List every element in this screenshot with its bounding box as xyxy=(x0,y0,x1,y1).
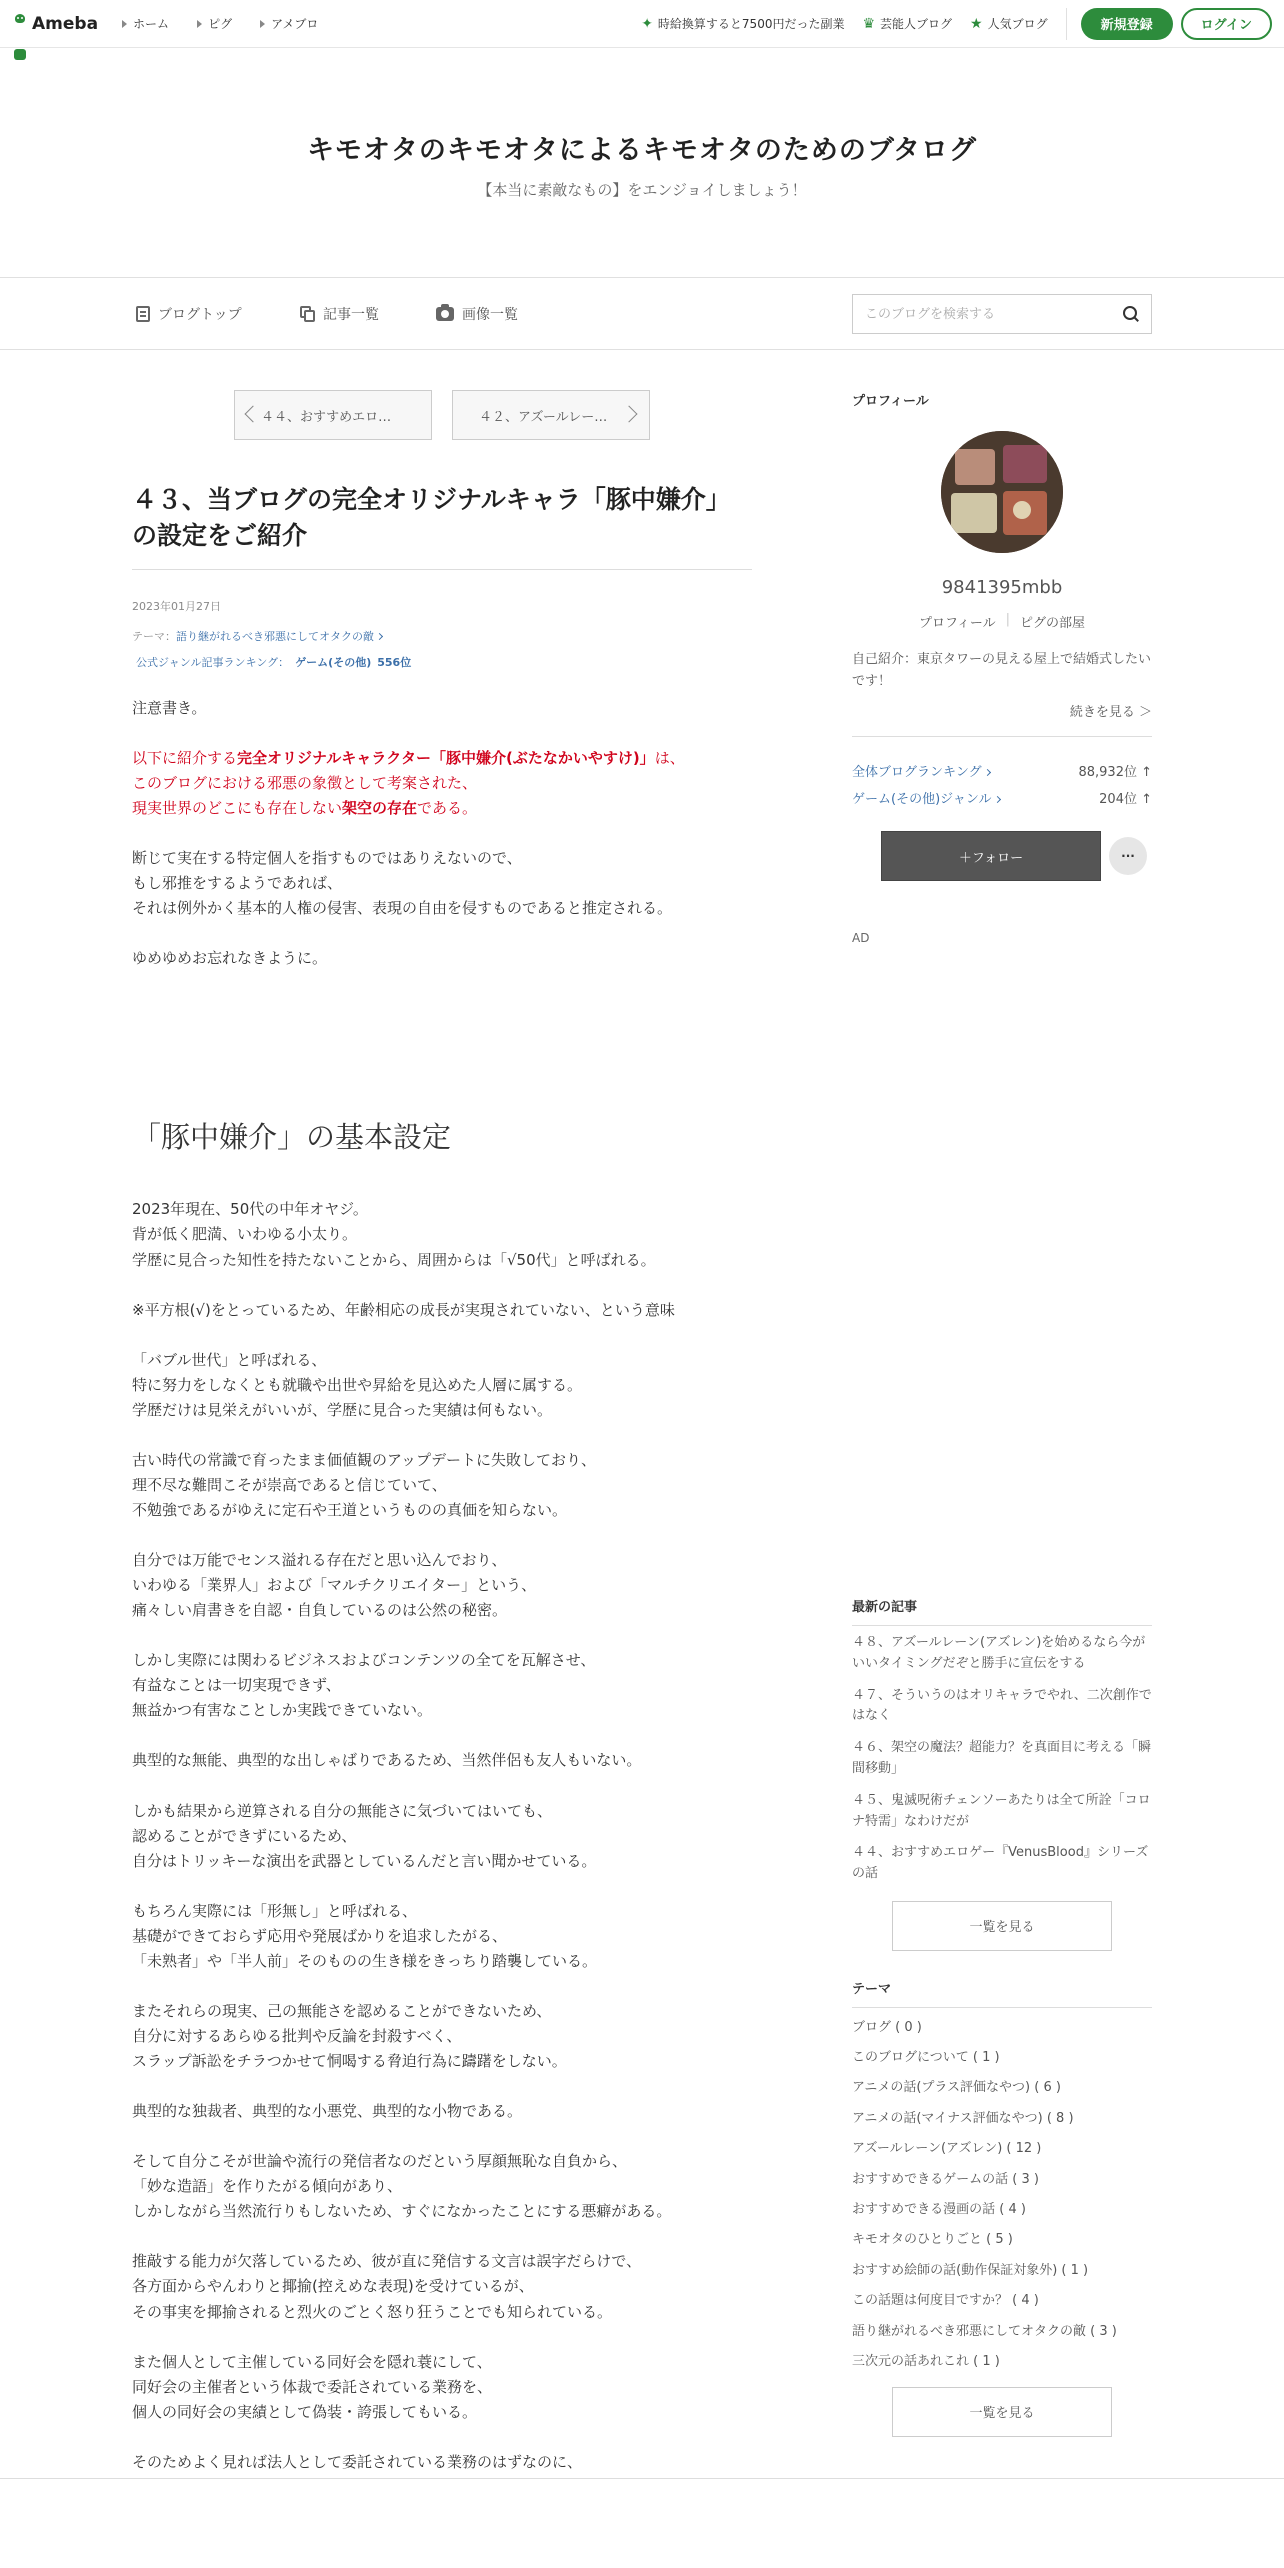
paragraph-spacer xyxy=(132,2224,752,2249)
paragraph-line: 有益なことは一切実現できず、 xyxy=(132,1676,341,1695)
paragraph-line: そして自分こそが世論や流行の発信者なのだという厚顔無恥な自負から、 xyxy=(132,2152,628,2171)
footer-divider xyxy=(0,2478,1284,2479)
chevron-right-icon xyxy=(260,20,265,28)
paragraph-line: いわゆる「業界人」および「マルチクリエイター」という、 xyxy=(132,1576,537,1595)
follow-button[interactable]: ＋フォロー xyxy=(881,831,1101,881)
profile-link[interactable]: プロフィール xyxy=(918,616,996,631)
red-line-1 xyxy=(132,746,752,771)
theme-link[interactable]: アズールレーン(アズレン) ( 12 ) xyxy=(852,2141,1042,2157)
theme-link[interactable]: ブログ ( 0 ) xyxy=(852,2019,922,2035)
entry-theme xyxy=(132,628,752,644)
read-more-link[interactable]: 続きを見る ＞ xyxy=(1069,705,1152,721)
nav-home-label: ホーム xyxy=(133,17,170,31)
nav-ameblo[interactable] xyxy=(248,15,334,32)
nav-home[interactable] xyxy=(110,15,185,32)
paragraph-spacer xyxy=(132,1974,752,1999)
search-input[interactable] xyxy=(865,307,1123,322)
more-options-button[interactable]: ··· xyxy=(1109,837,1147,875)
theme-link[interactable]: キモオタのひとりごと ( 5 ) xyxy=(852,2232,1013,2248)
paragraph-line: もちろん実際には「形無し」と呼ばれる、 xyxy=(132,1901,418,1920)
recent-entry-link[interactable]: ４８、アズールレーン(アズレン)を始めるなら今がいいタイミングだぞと勝手に宣伝をする xyxy=(852,1635,1146,1671)
ad-label: AD xyxy=(852,931,870,946)
sidebar-themes xyxy=(852,1978,1152,2437)
header-divider xyxy=(1066,8,1067,40)
star-icon: ★ xyxy=(970,15,983,32)
paragraph-line: そのためよく見れば法人として委託されている業務のはずなのに、 xyxy=(132,2452,583,2471)
prev-entry-label: ４４、おすすめエロ… xyxy=(261,409,392,425)
paragraph-line: 古い時代の常識で育ったまま価値観のアップデートに失敗しており、 xyxy=(132,1450,596,1469)
chevron-left-icon xyxy=(245,406,262,423)
paragraph-line: 自分に対するあらゆる批判や反論を封殺すべく、 xyxy=(132,2026,462,2045)
theme-prefix: テーマ： xyxy=(132,629,176,643)
chevron-right-icon xyxy=(376,632,383,639)
red-text: である。 xyxy=(417,798,478,817)
nav-pigg-label: ピグ xyxy=(208,17,233,31)
paragraph-line: 個人の同好会の実績として偽装・誇張してもいる。 xyxy=(132,2402,478,2421)
paragraph-line: しかし実際には関わるビジネスおよびコンテンツの全てを瓦解させ、 xyxy=(132,1651,596,1670)
paragraph-line: 「妙な造語」を作りたがる傾向があり、 xyxy=(132,2177,403,2196)
paragraph-line: 「未熟者」や「半人前」そのものの生き様をきっちり踏襲している。 xyxy=(132,1951,598,1970)
disclaimer-line: それは例外かく基本的人権の侵害、表現の自由を侵すものであると推定される。 xyxy=(132,898,673,917)
chevron-right-icon xyxy=(122,20,127,28)
paragraph-line: 学歴だけは見栄えがいいが、学歴に見合った実績は何もない。 xyxy=(132,1400,553,1419)
paragraph-line: 無益かつ有害なことしか実践できていない。 xyxy=(132,1701,433,1720)
paragraph-line: 典型的な無能、典型的な出しゃばりであるため、当然伴侶も友人もいない。 xyxy=(132,1751,642,1770)
red-bold-text: 架空の存在 xyxy=(342,798,418,817)
paragraph-line: 学歴に見合った知性を持たないことから、周囲からは「√50代」と呼ばれる。 xyxy=(132,1250,656,1269)
paragraph-line: その事実を揶揄されると烈火のごとく怒り狂うことでも知られている。 xyxy=(132,2302,613,2321)
theme-link[interactable]: おすすめできる漫画の話 ( 4 ) xyxy=(852,2202,1026,2218)
paragraph-line: またそれらの現実、己の無能さを認めることができないため、 xyxy=(132,2001,552,2020)
genre-ranking-value: 204位 ↑ xyxy=(1099,792,1152,808)
chevron-right-icon xyxy=(197,20,202,28)
nav-ameblo-label: アメブロ xyxy=(271,17,319,31)
paragraph-spacer xyxy=(132,1423,752,1448)
blog-header xyxy=(0,48,1284,278)
overall-ranking-row xyxy=(852,761,1152,780)
rank-label: 公式ジャンル記事ランキング： xyxy=(136,655,290,669)
profile-links xyxy=(852,612,1152,631)
paragraph-line: また個人として主催している同好会を隠れ蓑にして、 xyxy=(132,2352,492,2371)
entry-pager xyxy=(132,390,752,440)
logo-text: Ameba xyxy=(32,13,99,34)
popular-blog-link[interactable] xyxy=(970,15,1048,32)
entry-body xyxy=(132,696,752,2475)
genre-ranking-link[interactable] xyxy=(852,788,1000,807)
paragraph-spacer xyxy=(132,2074,752,2099)
paragraph-line: 同好会の主催者という体裁で委託されている業務を、 xyxy=(132,2377,493,2396)
red-line-2: このブログにおける邪悪の象徴として考案された、 xyxy=(132,773,478,792)
image-list-link[interactable] xyxy=(436,278,518,350)
divider xyxy=(852,736,1152,737)
recent-entry-link[interactable]: ４４、おすすめエロゲー『VenusBlood』シリーズの話 xyxy=(852,1845,1149,1882)
disclaimer-line: 断じて実在する特定個人を指すものではありえないので、 xyxy=(132,848,522,867)
next-entry-label: ４２、アズールレー… xyxy=(479,409,608,425)
theme-title: テーマ xyxy=(852,1978,1152,2008)
pig-room-link[interactable]: ピグの部屋 xyxy=(1020,616,1086,631)
paragraph-spacer xyxy=(132,1723,752,1748)
theme-link[interactable]: おすすめ絵師の話(動作保証対象外) ( 1 ) xyxy=(852,2262,1089,2278)
theme-name: 語り継がれるべき邪悪にしてオタクの敵 xyxy=(176,629,374,643)
closing-text: ゆめゆめお忘れなきように。 xyxy=(132,948,328,967)
paragraph-line: 自分では万能でセンス溢れる存在だと思い込んでおり、 xyxy=(132,1551,507,1570)
paragraph-line: 各方面からやんわりと揶揄(控えめな表現)を受けているが、 xyxy=(132,2277,534,2296)
image-list-label: 画像一覧 xyxy=(462,307,518,323)
blog-description: 【本当に素敵なもの】をエンジョイしましょう！ xyxy=(477,181,807,199)
theme-link[interactable]: アニメの話(プラス評価なやつ) ( 6 ) xyxy=(852,2080,1061,2096)
entry-theme-link[interactable] xyxy=(176,630,382,643)
side-job-label: 時給換算すると7500円だった副業 xyxy=(657,17,845,31)
blog-title[interactable]: キモオタのキモオタによるキモオタのためのブタログ xyxy=(306,135,978,166)
disclaimer-line: もし邪推をするようであれば、 xyxy=(132,873,343,892)
nav-pigg[interactable] xyxy=(185,15,248,32)
copy-icon xyxy=(300,306,315,322)
rank-genre: ゲーム(その他) xyxy=(295,655,372,669)
paragraph-line: 推敲する能力が欠落しているため、彼が直に発信する文言は誤字だらけで、 xyxy=(132,2252,642,2271)
global-header xyxy=(0,0,1284,48)
paragraph-line: 特に努力をしなくとも就職や出世や昇給を見込めた人層に属する。 xyxy=(132,1375,583,1394)
header-right xyxy=(623,8,1272,40)
paragraph-container xyxy=(132,1197,752,2474)
section-heading: 「豚中嫌介」の基本設定 xyxy=(132,1120,452,1155)
theme-link[interactable]: 語り継がれるべき邪悪にしてオタクの敵 ( 3 ) xyxy=(852,2323,1117,2339)
notice-text: 注意書き。 xyxy=(132,698,207,717)
celebrity-blog-label: 芸能人ブログ xyxy=(880,17,953,31)
sidebar-recent xyxy=(852,1596,1152,1951)
celebrity-blog-link[interactable] xyxy=(862,15,952,32)
paragraph-spacer xyxy=(132,2425,752,2450)
blog-top-label: ブログトップ xyxy=(158,307,242,323)
theme-link[interactable]: 三次元の話あれこれ ( 1 ) xyxy=(852,2353,1000,2369)
paragraph-line: 痛々しい肩書きを自認・自負しているのは公然の秘密。 xyxy=(132,1601,508,1620)
overall-ranking-value: 88,932位 ↑ xyxy=(1078,765,1152,781)
paragraph-spacer xyxy=(132,2124,752,2149)
genre-ranking-label: ゲーム(その他)ジャンル xyxy=(852,792,992,808)
paragraph-line: 背が低く肥満、いわゆる小太り。 xyxy=(132,1225,358,1244)
crown-icon: ♛ xyxy=(862,15,876,32)
paragraph-spacer xyxy=(132,2325,752,2350)
blog-top-link[interactable] xyxy=(136,278,242,350)
red-text: 以下に紹介する xyxy=(132,748,238,767)
chevron-right-icon xyxy=(621,406,638,423)
paragraph-line: 認めることができずにいるため、 xyxy=(132,1826,357,1845)
profile-avatar[interactable] xyxy=(941,431,1063,553)
divider: | xyxy=(1005,612,1011,627)
popular-blog-label: 人気ブログ xyxy=(987,17,1048,31)
genre-ranking-row xyxy=(852,788,1152,807)
paragraph-line: ※平方根(√)をとっているため、年齢相応の成長が実現されていない、という意味 xyxy=(132,1300,675,1319)
prev-entry-button[interactable] xyxy=(234,390,432,440)
paragraph-spacer xyxy=(132,1273,752,1298)
recent-list-more-button[interactable]: 一覧を見る xyxy=(892,1901,1112,1951)
paragraph-line: 不勉強であるがゆえに定石や王道というものの真価を知らない。 xyxy=(132,1501,568,1519)
blog-nav xyxy=(0,278,1284,350)
search-icon[interactable] xyxy=(1123,306,1139,322)
recent-list xyxy=(852,1626,1152,1889)
recent-entry-link[interactable]: ４６、架空の魔法？超能力？を真面目に考える「瞬間移動」 xyxy=(852,1740,1152,1776)
register-button[interactable]: 新規登録 xyxy=(1081,8,1173,40)
camera-icon xyxy=(436,307,454,321)
theme-list xyxy=(852,2008,1152,2375)
login-button[interactable]: ログイン xyxy=(1181,8,1272,40)
red-line-3 xyxy=(132,796,752,821)
paragraph-line: 理不尽な難問こそが崇高であると信じていて、 xyxy=(132,1475,447,1494)
theme-list-more-button[interactable]: 一覧を見る xyxy=(892,2387,1112,2437)
article-list-label: 記事一覧 xyxy=(323,307,379,323)
paragraph-line: スラップ訴訟をチラつかせて恫喝する脅迫行為に躊躇をしない。 xyxy=(132,2052,567,2071)
next-entry-button[interactable] xyxy=(452,390,650,440)
profile-intro: 自己紹介：東京タワーの見える屋上で結婚式したいです！ xyxy=(852,652,1152,690)
profile-nickname[interactable]: 9841395mbb xyxy=(941,577,1063,598)
paragraph-line: 「バブル世代」と呼ばれる、 xyxy=(132,1350,327,1369)
blog-search xyxy=(852,294,1152,334)
entry-date: 2023年01月27日 xyxy=(132,599,221,613)
follow-area xyxy=(852,831,1152,881)
ameba-logo[interactable] xyxy=(12,13,98,35)
ameba-logo-icon xyxy=(12,13,28,35)
paragraph-line: 典型的な独裁者、典型的な小悪党、典型的な小物である。 xyxy=(132,2102,523,2121)
recent-entry-link[interactable]: ４７、そういうのはオリキャラでやれ、二次創作ではなく xyxy=(852,1687,1152,1724)
red-bold-text: 完全オリジナルキャラクター「豚中嫌介(ぶたなかいやすけ)」 xyxy=(237,748,655,767)
paragraph-spacer xyxy=(132,1323,752,1348)
sidebar-profile xyxy=(852,390,1152,945)
overall-ranking-link[interactable] xyxy=(852,761,990,780)
article-main xyxy=(132,390,752,2475)
global-nav xyxy=(110,15,334,32)
sparkle-icon: ✦ xyxy=(641,15,653,32)
paragraph-line: しかも結果から逆算される自分の無能さに気づいてはいても、 xyxy=(132,1801,553,1820)
entry-ranking[interactable] xyxy=(132,654,752,670)
rank-value: 556位 xyxy=(377,655,412,669)
red-text: 現実世界のどこにも存在しない xyxy=(132,798,343,817)
paragraph-spacer xyxy=(132,1523,752,1548)
overall-ranking-label: 全体ブログランキング xyxy=(852,765,982,781)
chevron-right-icon xyxy=(994,796,1001,803)
recent-title: 最新の記事 xyxy=(852,1596,1152,1626)
theme-link[interactable]: このブログについて ( 1 ) xyxy=(852,2050,1000,2066)
theme-link[interactable]: おすすめできるゲームの話 ( 3 ) xyxy=(852,2171,1039,2187)
entry-title[interactable]: ４３、当ブログの完全オリジナルキャラ「豚中嫌介」の設定をご紹介 xyxy=(132,482,752,570)
paragraph-line: 基礎ができておらず応用や発展ばかりを追求したがる、 xyxy=(132,1926,508,1945)
article-list-link[interactable] xyxy=(300,278,379,350)
red-text: は、 xyxy=(654,748,685,767)
paragraph-line: 2023年現在、50代の中年オヤジ。 xyxy=(132,1200,368,1219)
document-icon xyxy=(136,306,150,322)
chevron-right-icon xyxy=(984,769,991,776)
paragraph-line: しかしながら当然流行りもしないため、すぐになかったことにする悪癖がある。 xyxy=(132,2202,672,2221)
profile-title: プロフィール xyxy=(852,394,929,409)
theme-link[interactable]: この話題は何度目ですか？ ( 4 ) xyxy=(852,2293,1039,2309)
theme-link[interactable]: アニメの話(マイナス評価なやつ) ( 8 ) xyxy=(852,2110,1074,2126)
side-job-link[interactable] xyxy=(641,15,844,32)
paragraph-spacer xyxy=(132,1874,752,1899)
paragraph-spacer xyxy=(132,1774,752,1799)
paragraph-line: 自分はトリッキーな演出を武器としているんだと言い聞かせている。 xyxy=(132,1851,597,1870)
recent-entry-link[interactable]: ４５、鬼滅呪術チェンソーあたりは全て所詮「コロナ特需」なわけだが xyxy=(852,1792,1151,1829)
paragraph-spacer xyxy=(132,1623,752,1648)
